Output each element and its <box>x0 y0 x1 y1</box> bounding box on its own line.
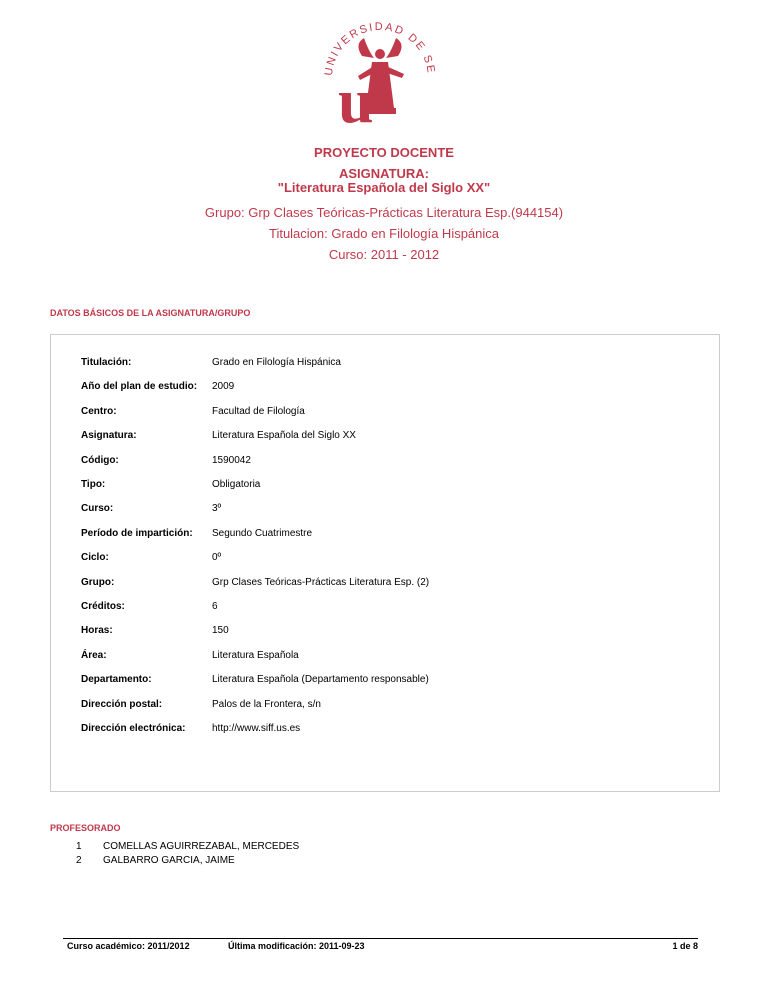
curso-line: Curso: 2011 - 2012 <box>328 247 440 262</box>
datos-row-label: Departamento: <box>81 674 152 686</box>
datos-row-value: http://www.siff.us.es <box>212 723 301 734</box>
university-logo <box>314 16 444 136</box>
datos-row-value: 3º <box>212 503 222 515</box>
datos-row-label: Centro: <box>81 405 117 417</box>
asignatura-label: ASIGNATURA: <box>338 166 430 181</box>
datos-row-value: 2009 <box>212 381 235 393</box>
logo-letter: u <box>338 65 374 136</box>
datos-row-value: Literatura Española (Departamento responsable) <box>212 674 429 686</box>
datos-row-label: Horas: <box>81 625 113 637</box>
datos-row-value: Palos de la Frontera, s/n <box>212 698 321 710</box>
datos-row-label: Tipo: <box>81 479 106 490</box>
datos-row-label: Dirección electrónica: <box>81 723 186 734</box>
footer-curso: Curso académico: 2011/2012 <box>67 941 190 951</box>
asignatura-name: "Literatura Española del Siglo XX" <box>277 180 491 195</box>
datos-row-value: Segundo Cuatrimestre <box>212 527 313 539</box>
datos-row-value: Literatura Española del Siglo XX <box>212 430 356 442</box>
grupo-line: Grupo: Grp Clases Teóricas-Prácticas Literatura Esp.(944154) <box>204 205 564 220</box>
datos-row-value: 6 <box>212 601 218 612</box>
university-seal-icon <box>314 16 444 136</box>
datos-row-value: 150 <box>212 625 229 637</box>
datos-row-label: Curso: <box>81 503 114 515</box>
document-title: PROYECTO DOCENTE <box>314 145 454 160</box>
footer-modificacion: Última modificación: 2011-09-23 <box>228 941 365 951</box>
profesor-number: 1 <box>76 841 82 852</box>
profesor-number: 2 <box>76 855 82 866</box>
datos-row-label: Año del plan de estudio: <box>81 381 198 393</box>
footer-divider <box>63 938 698 939</box>
datos-row-value: Facultad de Filología <box>212 405 305 417</box>
datos-row-value: 1590042 <box>212 454 251 466</box>
datos-row-value: 0º <box>212 552 222 564</box>
datos-row-value: Obligatoria <box>212 479 261 490</box>
profesor-name: GALBARRO GARCIA, JAIME <box>103 855 235 866</box>
datos-row-label: Código: <box>81 454 119 466</box>
datos-row-label: Asignatura: <box>81 430 137 442</box>
asignatura-heading <box>0 167 768 195</box>
datos-row-value: Grp Clases Teóricas-Prácticas Literatura Esp. (2) <box>212 576 430 588</box>
datos-row-label: Titulación: <box>81 357 132 368</box>
datos-row-label: Créditos: <box>81 601 125 612</box>
datos-row-value: Grado en Filología Hispánica <box>212 357 341 368</box>
logo-arc-text: UNIVERSIDAD DE SE <box>322 20 438 77</box>
datos-section-title: DATOS BÁSICOS DE LA ASIGNATURA/GRUPO <box>50 308 251 318</box>
datos-table <box>50 334 720 792</box>
profesor-name: COMELLAS AGUIRREZABAL, MERCEDES <box>103 841 300 852</box>
datos-row-label: Dirección postal: <box>81 698 163 710</box>
profesorado-section-title: PROFESORADO <box>50 823 121 833</box>
datos-row-label: Área: <box>81 649 107 661</box>
datos-row-label: Ciclo: <box>81 552 109 564</box>
datos-row-label: Período de impartición: <box>81 527 193 539</box>
datos-row-value: Literatura Española <box>212 649 299 661</box>
titulacion-line: Titulacion: Grado en Filología Hispánica <box>268 226 500 241</box>
datos-row-label: Grupo: <box>81 576 115 588</box>
footer-page-number: 1 de 8 <box>672 941 698 951</box>
